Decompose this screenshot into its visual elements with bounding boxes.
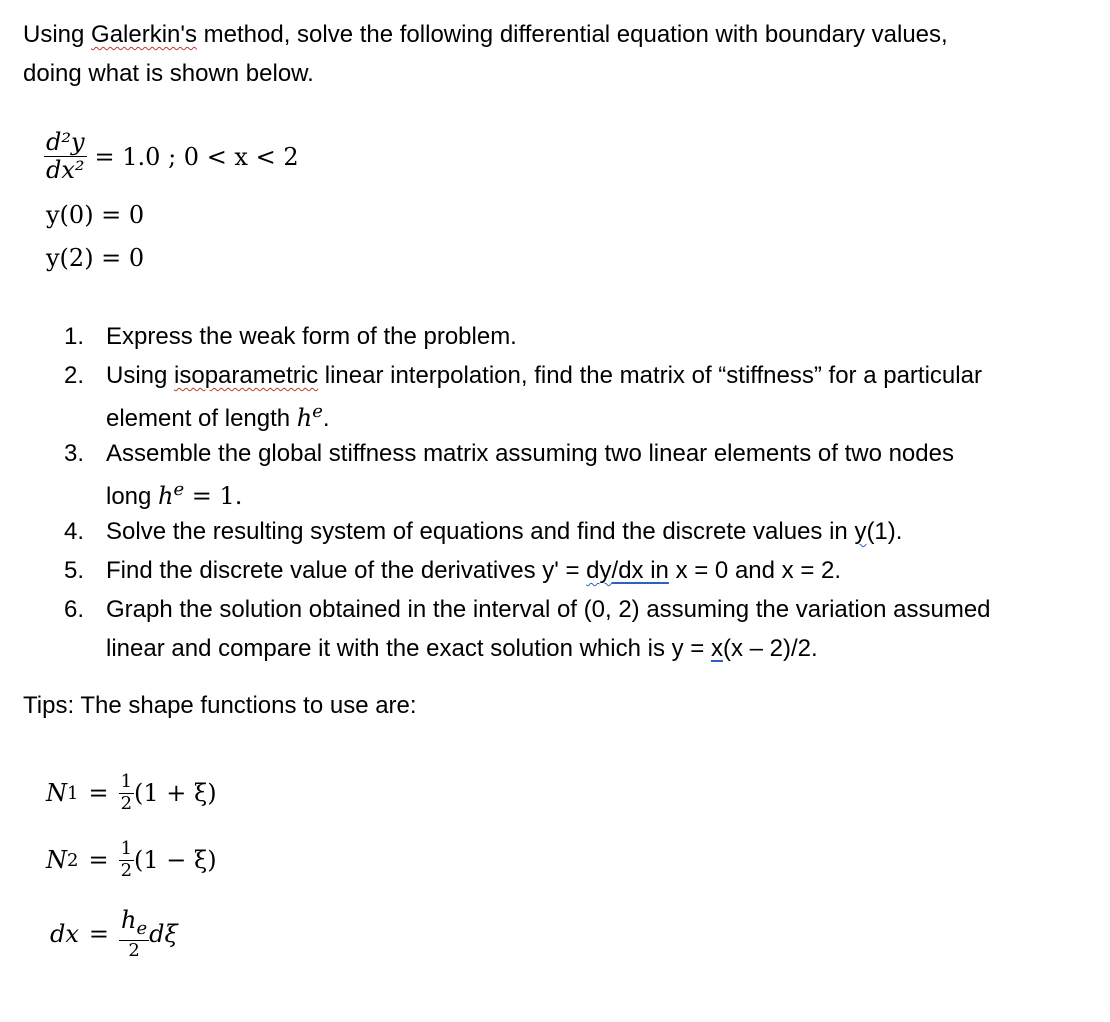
task-4-text: Solve the resulting system of equations and find the discrete values in y(1). — [106, 518, 903, 545]
task-1-text: Express the weak form of the problem. — [106, 323, 517, 350]
ode-denominator: dx² — [46, 156, 85, 185]
ode-numerator: d²y — [46, 128, 85, 156]
task-number: 5. — [64, 557, 85, 584]
y-link: y — [854, 518, 867, 545]
ode-rhs: = 1.0 ; 0 < x < 2 — [94, 142, 299, 171]
task-6-line-2: linear and compare it with the exact solution which is y = x(x – 2)/2. — [106, 635, 818, 662]
x-link: x — [710, 635, 723, 662]
dx-in-link: /dx in — [611, 557, 669, 584]
task-number: 6. — [64, 596, 85, 623]
ode-fraction — [44, 130, 87, 183]
task-number: 2. — [64, 362, 85, 389]
task-6-line-1: Graph the solution obtained in the interval of (0, 2) assuming the variation assumed — [106, 596, 991, 623]
task-number: 1. — [64, 323, 85, 350]
shape-function-n2: N 2 = $\frac{1}{2}$ (1 − ξ) — [46, 838, 217, 881]
dy-link: dy — [586, 557, 612, 584]
isoparametric-word: isoparametric — [174, 362, 319, 389]
task-number: 4. — [64, 518, 85, 545]
dx-relation: dx = $\frac{h_e}{2}$ dξ — [50, 906, 178, 961]
boundary-condition-1: y(0) = 0 — [46, 201, 145, 229]
task-3-line-1: Assemble the global stiffness matrix assuming two linear elements of two nodes — [106, 440, 954, 467]
intro-line-1 — [23, 21, 948, 49]
task-5-text: Find the discrete value of the derivatives y' = dy/dx in x = 0 and x = 2. — [106, 557, 842, 584]
task-2-line-1: Using isoparametric linear interpolation, find the matrix of “stiffness” for a particular — [106, 362, 982, 389]
intro-text-a: Using — [23, 21, 92, 48]
galerkin-word: Galerkin's — [91, 21, 197, 48]
shape-function-n1: N 1 = $\frac{1}{2}$ (1 + ξ) — [46, 771, 217, 814]
n1-fraction: $\frac{1}{2}$ — [120, 771, 133, 814]
intro-line-2: doing what is shown below. — [23, 60, 314, 87]
dx-fraction: $\frac{h_e}{2}$ — [121, 906, 148, 961]
task-number: 3. — [64, 440, 85, 467]
intro-text-b: method, solve the following differential equation with boundary values, — [196, 21, 948, 48]
task-2-line-2: element of length $h^e$. — [106, 401, 330, 432]
task-3-line-2: long $h^e = 1$. — [106, 479, 243, 510]
n2-fraction: $\frac{1}{2}$ — [120, 838, 133, 881]
ode-equation — [44, 130, 299, 183]
boundary-condition-2: y(2) = 0 — [46, 244, 145, 272]
tips-text: Tips: The shape functions to use are: — [23, 692, 417, 719]
